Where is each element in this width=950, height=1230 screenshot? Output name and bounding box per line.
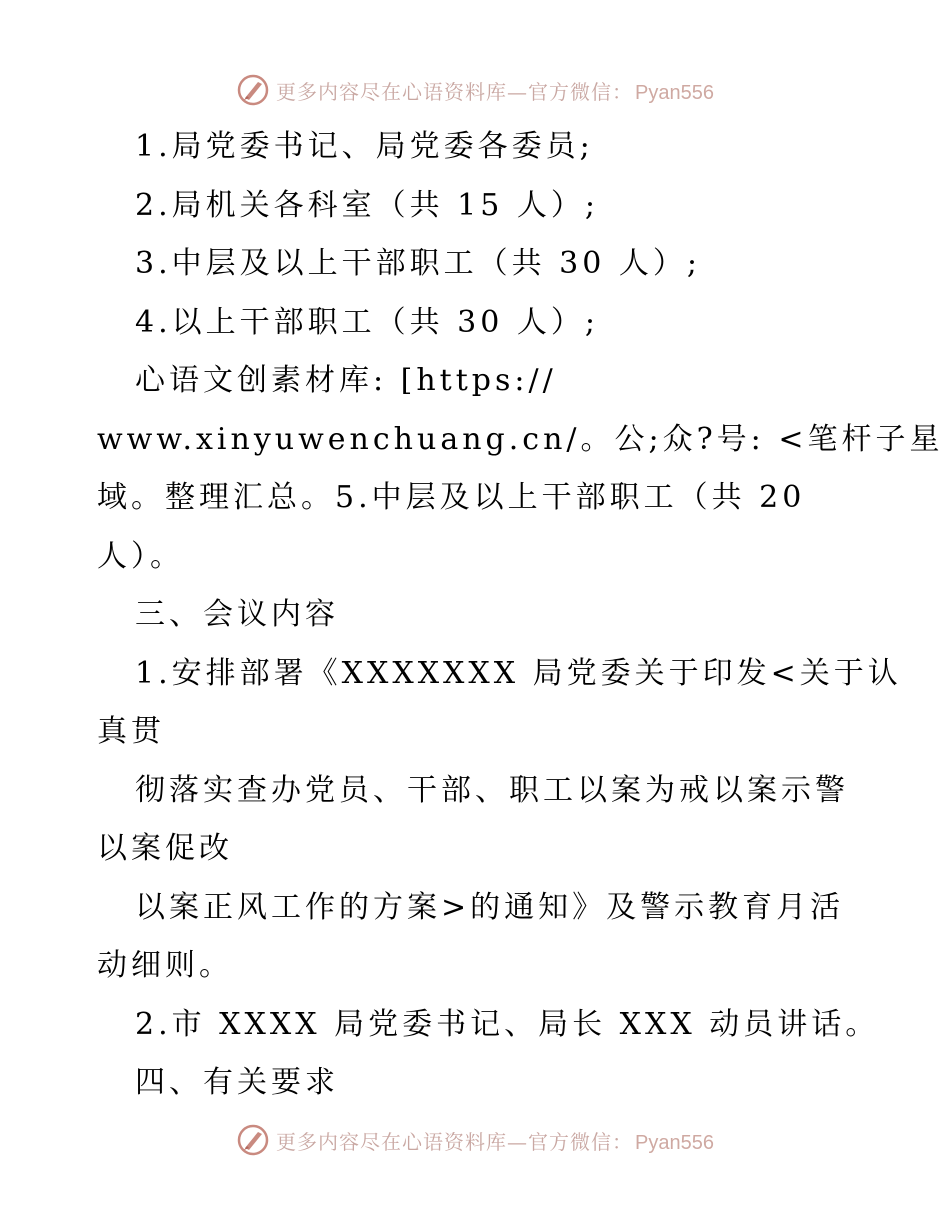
watermark-separator: — (507, 79, 529, 104)
body-line: 真贯 (97, 714, 165, 749)
body-line: 2.局机关各科室（共 15 人）; (135, 187, 599, 223)
watermark-text (276, 1126, 714, 1155)
watermark-text (276, 76, 714, 105)
document-body (97, 118, 944, 1113)
watermark-brand: 更多内容尽在心语资料库 (276, 1129, 508, 1154)
watermark-wechat-label: 官方微信： (528, 1129, 634, 1154)
watermark-separator: — (507, 1129, 529, 1154)
body-line: 2.市 XXXX 局党委书记、局长 XXX 动员讲话。 (135, 1006, 880, 1042)
body-line: 动细则。 (97, 948, 233, 983)
section-heading: 三、会议内容 (135, 597, 339, 632)
quill-pen-logo-icon (236, 1123, 270, 1157)
body-line: 心语文创素材库: [https:// (135, 363, 557, 398)
footer-watermark-banner (0, 1120, 950, 1160)
body-line: 1.局党委书记、局党委各委员; (135, 129, 594, 164)
watermark-wechat-id: Pyan556 (635, 1131, 714, 1154)
body-line: 域。整理汇总。5.中层及以上干部职工（共 20 (97, 480, 806, 515)
body-line: 3.中层及以上干部职工（共 30 人）; (135, 246, 701, 281)
section-heading: 四、有关要求 (135, 1065, 339, 1100)
watermark-inner (236, 73, 714, 107)
quill-pen-logo-icon (236, 73, 270, 107)
watermark-brand: 更多内容尽在心语资料库 (276, 79, 508, 104)
body-line: www.xinyuwenchuang.cn/。公;众?号: <笔杆子星 (97, 421, 944, 457)
watermark-wechat-id: Pyan556 (635, 81, 714, 104)
body-line: 彻落实查办党员、干部、职工以案为戒以案示警 (135, 772, 849, 808)
body-line: 以案促改 (97, 831, 233, 866)
header-watermark-banner (0, 70, 950, 110)
body-line: 1.安排部署《XXXXXXX 局党委关于印发<关于认 (135, 655, 902, 691)
body-line: 以案正风工作的方案>的通知》及警示教育月活 (135, 889, 845, 925)
watermark-inner (236, 1123, 714, 1157)
body-line: 4.以上干部职工（共 30 人）; (135, 304, 599, 340)
body-line: 人）。 (97, 538, 184, 574)
watermark-wechat-label: 官方微信： (528, 79, 634, 104)
